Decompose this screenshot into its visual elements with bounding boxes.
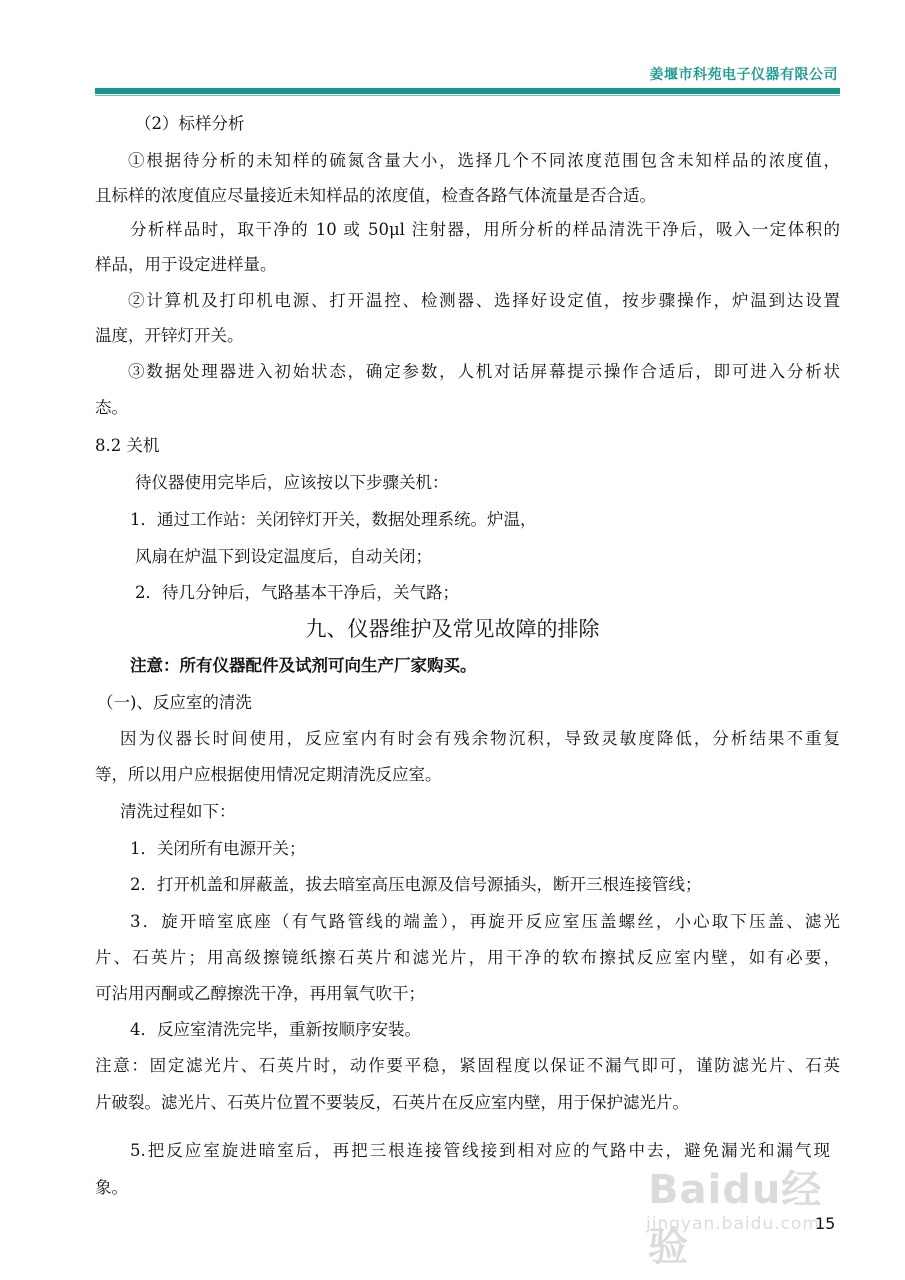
paragraph-line: 片、石英片；用高级擦镜纸擦石英片和滤光片，用干净的软布擦拭反应室内壁，如有必要， xyxy=(95,948,840,967)
list-item: 2．打开机盖和屏蔽盖，拔去暗室高压电源及信号源插头，断开三根连接管线； xyxy=(130,875,702,894)
section-heading-standard-analysis: （2）标样分析 xyxy=(135,114,245,133)
company-name: 姜堰市科苑电子仪器有限公司 xyxy=(649,67,838,83)
note-line: 片破裂。滤光片、石英片位置不要装反，石英片在反应室内壁，用于保护滤光片。 xyxy=(95,1093,689,1112)
paragraph-line: 温度，开锌灯开关。 xyxy=(95,326,244,345)
paragraph-line: 样品，用于设定进样量。 xyxy=(95,255,277,274)
paragraph-line: 象。 xyxy=(95,1178,128,1197)
list-item: 1．关闭所有电源开关； xyxy=(130,839,306,858)
watermark-logo: Baidu经验 xyxy=(648,1167,823,1270)
paragraph-line: 清洗过程如下： xyxy=(120,802,236,821)
paragraph-line: 待仪器使用完毕后，应该按以下步骤关机： xyxy=(135,473,449,492)
paragraph-line: 风扇在炉温下到设定温度后，自动关闭； xyxy=(135,547,432,566)
page-number: 15 xyxy=(815,1214,836,1233)
header-rule-thin xyxy=(95,95,840,96)
list-item: 3．旋开暗室底座（有气路管线的端盖），再旋开反应室压盖螺丝，小心取下压盖、滤光 xyxy=(130,912,840,931)
list-item: 4．反应室清洗完毕，重新按顺序安装。 xyxy=(130,1020,421,1039)
list-item: 1．通过工作站：关闭锌灯开关，数据处理系统。炉温， xyxy=(130,510,537,529)
paragraph-line: 且标样的浓度值应尽量接近未知样品的浓度值，检查各路气体流量是否合适。 xyxy=(95,186,656,205)
paragraph-line: 态。 xyxy=(95,398,128,417)
paragraph-line: 可沾用丙酮或乙醇擦洗干净，再用氧气吹干； xyxy=(95,984,425,1003)
note-bold: 注意：所有仪器配件及试剂可向生产厂家购买。 xyxy=(130,656,477,675)
paragraph-line: ③数据处理器进入初始状态，确定参数，人机对话屏幕提示操作合适后，即可进入分析状 xyxy=(128,362,840,381)
page-header xyxy=(95,62,840,98)
section-heading-shutdown: 8.2 关机 xyxy=(95,436,160,455)
chapter-title: 九、仪器维护及常见故障的排除 xyxy=(305,617,600,641)
note-line: 注意：固定滤光片、石英片时，动作要平稳，紧固程度以保证不漏气即可，谨防滤光片、石英 xyxy=(95,1056,840,1075)
watermark-url: jingyan.baidu.com xyxy=(646,1214,820,1234)
baidu-watermark xyxy=(640,1158,855,1270)
list-item: 5.把反应室旋进暗室后，再把三根连接管线接到相对应的气路中去，避免漏光和漏气现 xyxy=(130,1141,830,1160)
paragraph-line: ①根据待分析的未知样的硫氮含量大小，选择几个不同浓度范围包含未知样品的浓度值， xyxy=(128,151,840,170)
paragraph-line: 因为仪器长时间使用，反应室内有时会有残余物沉积，导致灵敏度降低，分析结果不重复 xyxy=(120,729,840,748)
header-rule xyxy=(95,88,840,94)
section-heading-cleaning: （一)、反应室的清洗 xyxy=(97,693,252,712)
paragraph-line: ②计算机及打印机电源、打开温控、检测器、选择好设定值，按步骤操作，炉温到达设置 xyxy=(128,291,840,310)
paragraph-line: 等，所以用户应根据使用情况定期清洗反应室。 xyxy=(95,765,442,784)
paragraph-line: 分析样品时，取干净的 10 或 50μl 注射器，用所分析的样品清洗干净后，吸入一定体积的 xyxy=(130,220,840,239)
list-item: 2．待几分钟后，气路基本干净后，关气路； xyxy=(135,583,459,602)
